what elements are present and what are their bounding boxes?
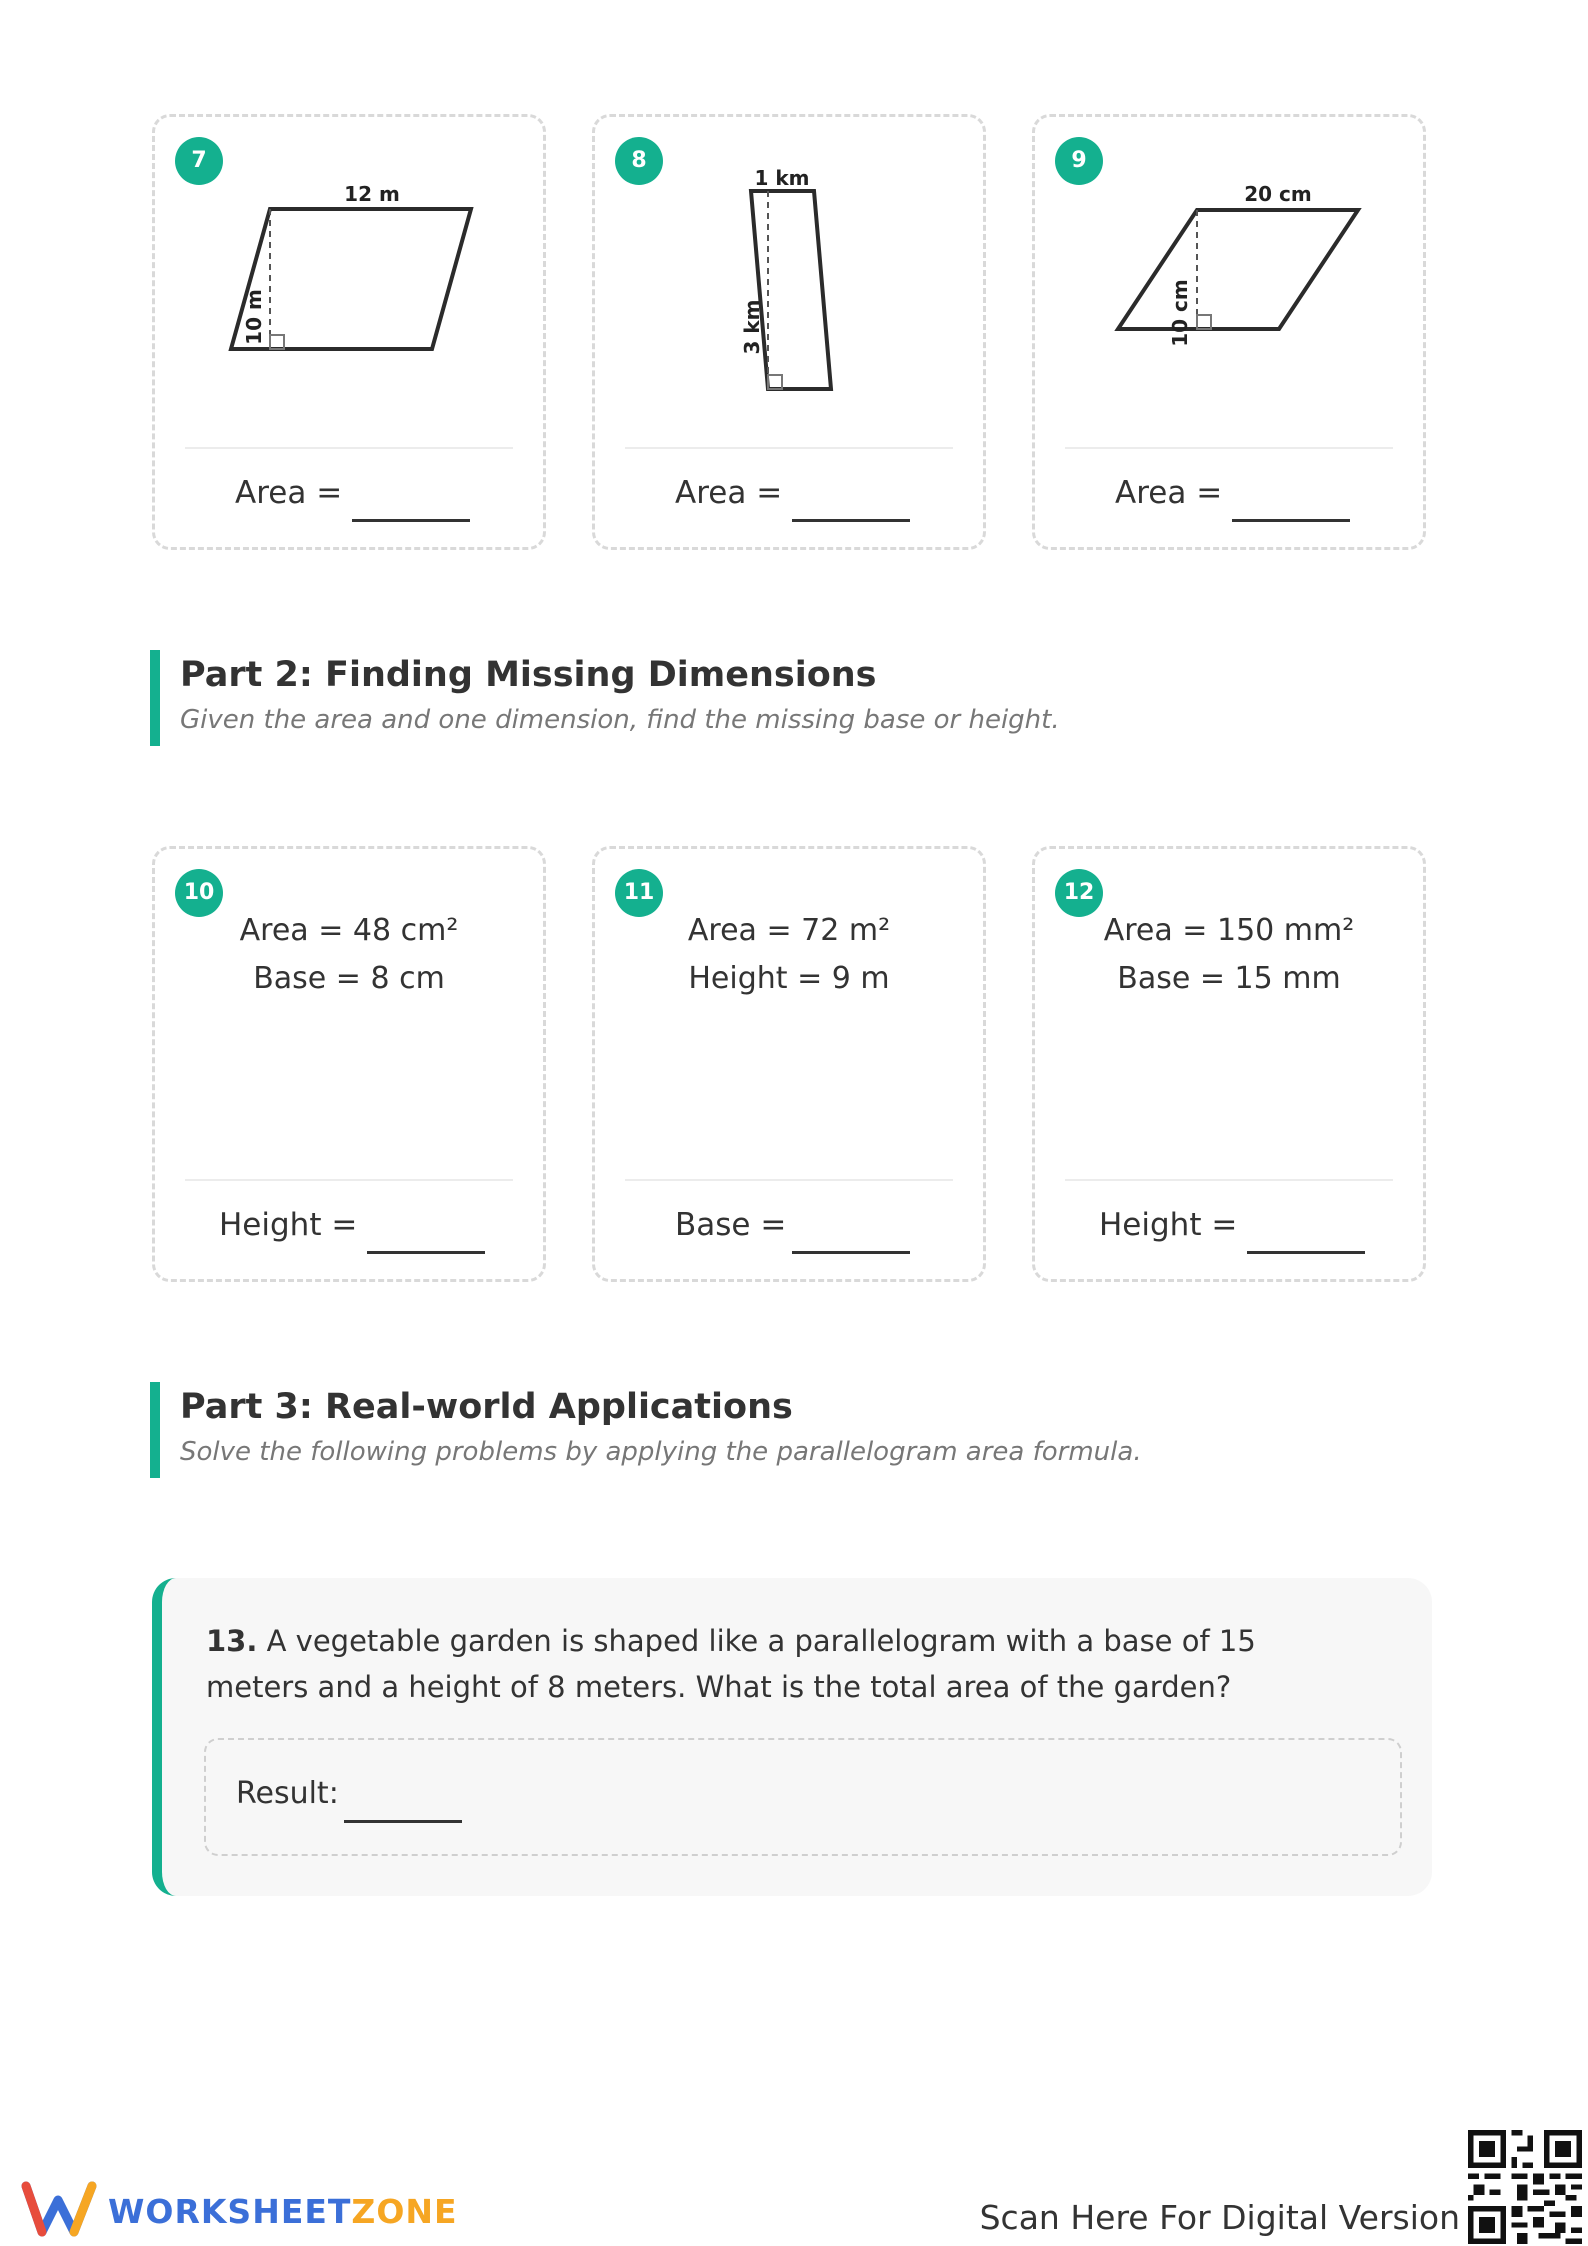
answer-blank[interactable] (1247, 1251, 1365, 1254)
answer-blank[interactable] (792, 519, 910, 522)
problem-number-badge: 9 (1055, 137, 1103, 185)
problem-card-9 (1032, 114, 1426, 550)
parallelogram-figure (595, 117, 989, 437)
brand-name-part1: WORKSHEET (108, 2192, 352, 2231)
answer-label: Height = (1099, 1207, 1238, 1243)
base-label: 12 m (344, 182, 400, 206)
given-dimension: Base = 8 cm (253, 961, 445, 996)
qr-code-icon[interactable] (1468, 2130, 1582, 2244)
section-title: Part 3: Real-world Applications (180, 1387, 793, 1427)
part3-heading (150, 1382, 1142, 1478)
height-label: 10 m (242, 289, 266, 345)
height-label: 10 cm (1168, 279, 1192, 347)
base-label: 1 km (754, 166, 810, 190)
height-label: 3 km (740, 299, 764, 355)
problem-number-badge: 7 (175, 137, 223, 185)
problem-card-8 (592, 114, 986, 550)
answer-label: Area = (675, 475, 783, 511)
answer-blank[interactable] (367, 1251, 485, 1254)
answer-blank[interactable] (1232, 519, 1350, 522)
problem-number-badge: 10 (175, 869, 223, 917)
question-number: 13. (206, 1624, 258, 1658)
brand-name (108, 2192, 458, 2231)
problem-card-10 (152, 846, 546, 1282)
result-label: Result: (236, 1776, 339, 1811)
problem-card-11 (592, 846, 986, 1282)
part2-heading (150, 650, 1060, 746)
divider (1065, 447, 1393, 449)
section-subtitle: Given the area and one dimension, find the missing base or height. (180, 705, 1060, 735)
parallelogram-figure (155, 117, 549, 437)
answer-label: Area = (235, 475, 343, 511)
divider (185, 447, 513, 449)
answer-label: Base = (675, 1207, 787, 1243)
base-label: 20 cm (1244, 182, 1312, 206)
problem-number-badge: 8 (615, 137, 663, 185)
question-text (206, 1618, 1366, 1710)
divider (185, 1179, 513, 1181)
question-body: A vegetable garden is shaped like a parallelogram with a base of 15 meters and a height of 8 meters. What is the total area of the garden? (206, 1624, 1256, 1704)
given-dimension: Base = 15 mm (1117, 961, 1341, 996)
divider (1065, 1179, 1393, 1181)
answer-blank[interactable] (792, 1251, 910, 1254)
problem-card-12 (1032, 846, 1426, 1282)
result-blank[interactable] (344, 1820, 462, 1823)
answer-label: Height = (219, 1207, 358, 1243)
parallelogram-figure (1035, 117, 1429, 437)
answer-blank[interactable] (352, 519, 470, 522)
scan-text: Scan Here For Digital Version (979, 2198, 1460, 2237)
problem-card-7 (152, 114, 546, 550)
given-dimension: Height = 9 m (688, 961, 890, 996)
given-area: Area = 72 m² (687, 913, 891, 948)
answer-label: Area = (1115, 475, 1223, 511)
worksheetzone-logo-icon (20, 2178, 100, 2240)
problem-card-13 (152, 1578, 1432, 1896)
problem-number-badge: 12 (1055, 869, 1103, 917)
given-area: Area = 48 cm² (239, 913, 459, 948)
result-box (204, 1738, 1402, 1856)
section-title: Part 2: Finding Missing Dimensions (180, 655, 877, 695)
brand-name-part2: ZONE (351, 2192, 458, 2231)
given-area: Area = 150 mm² (1103, 913, 1355, 948)
divider (625, 447, 953, 449)
divider (625, 1179, 953, 1181)
section-subtitle: Solve the following problems by applying the parallelogram area formula. (180, 1437, 1142, 1467)
problem-number-badge: 11 (615, 869, 663, 917)
